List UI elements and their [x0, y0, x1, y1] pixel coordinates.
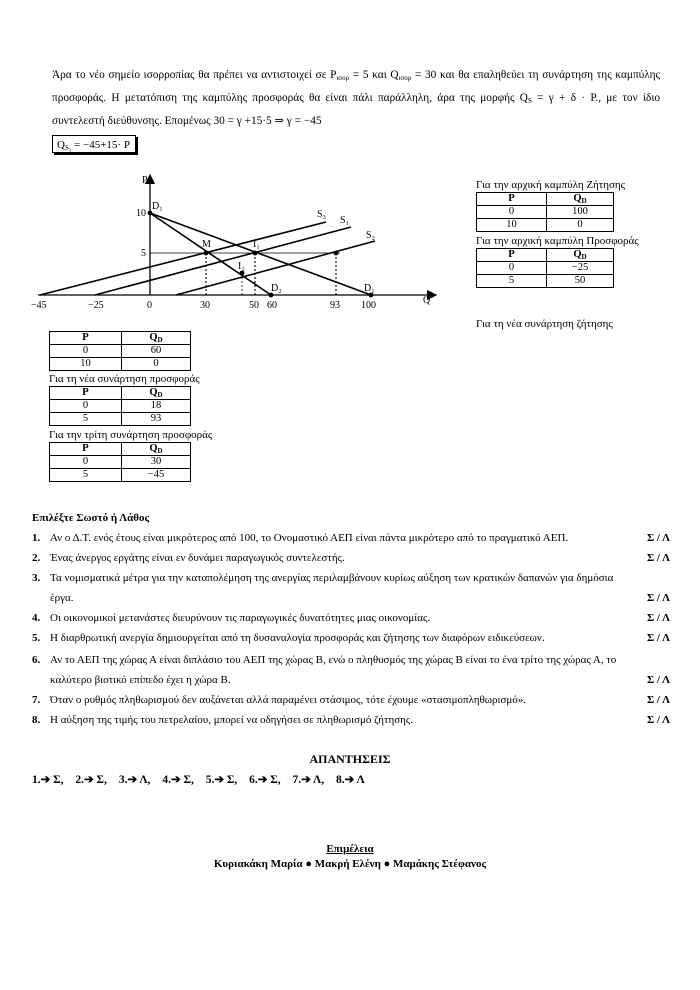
quiz-item-number: 8. — [32, 714, 41, 726]
table-row — [477, 206, 614, 219]
header-p: P — [50, 443, 122, 456]
q-tick-30: 30 — [200, 300, 210, 311]
table-row — [477, 275, 614, 288]
q-tick-minus45: −45 — [31, 300, 47, 311]
cell: 5 — [50, 413, 122, 426]
label-s1: S₁ — [340, 215, 350, 226]
table-supply-initial — [476, 248, 614, 288]
quiz-item-number: 6. — [32, 654, 41, 666]
table-row — [50, 400, 191, 413]
cell: 0 — [547, 219, 614, 232]
quiz-title: Επιλέξτε Σωστό ή Λάθος — [32, 512, 150, 524]
true-false-choice[interactable]: Σ / Λ — [646, 612, 670, 624]
cell: 93 — [122, 413, 191, 426]
formula-rest: = −45+15· P — [71, 139, 130, 151]
label-d2: D₂ — [271, 283, 282, 294]
quiz-item-4 — [32, 608, 670, 628]
table-row — [50, 345, 191, 358]
quiz-item-number: 3. — [32, 572, 41, 584]
table-demand-new — [49, 331, 191, 371]
p-tick-5: 5 — [141, 248, 146, 259]
answer-item: 5.➔ Σ, — [205, 774, 238, 786]
label-s2: S₂ — [366, 230, 376, 241]
answer-item: 1.➔ Σ, — [32, 774, 64, 786]
cell: −25 — [547, 262, 614, 275]
table-row — [50, 358, 191, 371]
formula-sub: S₃ — [64, 144, 72, 152]
answer-item: 4.➔ Σ, — [162, 774, 194, 786]
answer-item: 7.➔ Λ, — [292, 774, 325, 786]
header-qd: $Q_D$ — [547, 249, 614, 262]
cell: 0 — [477, 262, 547, 275]
answer-item: 3.➔ Λ, — [118, 774, 151, 786]
cell: 60 — [122, 345, 191, 358]
cell: 10 — [50, 358, 122, 371]
quiz-item-8 — [32, 710, 670, 730]
header-p: P — [477, 193, 547, 206]
cell: 30 — [122, 456, 191, 469]
p-axis-label: P — [142, 175, 148, 186]
intro-paragraph — [52, 64, 660, 133]
formula-box — [52, 135, 136, 153]
point-m — [204, 251, 209, 256]
table-demand-initial — [476, 192, 614, 232]
header-p: P — [50, 332, 122, 345]
quiz-item-text: Η διαρθρωτική ανεργία δημιουργείται από τη δυσαναλογία προσφοράς και ζήτησης των διαφόρων ειδικεύσεων. — [50, 632, 545, 644]
table-row — [477, 262, 614, 275]
quiz-item-number: 4. — [32, 612, 41, 624]
cell: 0 — [50, 400, 122, 413]
table-header-row — [50, 387, 191, 400]
table-header-row — [50, 443, 191, 456]
table-row — [50, 413, 191, 426]
answer-item: 2.➔ Σ, — [75, 774, 107, 786]
cell: −45 — [122, 469, 191, 482]
quiz-item-number: 1. — [32, 532, 41, 544]
quiz-item-number: 2. — [32, 552, 41, 564]
quiz-item-6 — [32, 650, 670, 690]
cell: 50 — [547, 275, 614, 288]
p-tick-10: 10 — [136, 208, 146, 219]
q-tick-0: 0 — [147, 300, 152, 311]
true-false-choice[interactable]: Σ / Λ — [646, 632, 670, 644]
caption-supply-new: Για τη νέα συνάρτηση προσφοράς — [49, 373, 200, 385]
quiz-item-1 — [32, 528, 670, 548]
supply-demand-graph — [20, 165, 450, 315]
table-row — [477, 219, 614, 232]
true-false-choice[interactable]: Σ / Λ — [646, 694, 670, 706]
supply-s1 — [95, 227, 351, 295]
caption-supply-third: Για την τρίτη συνάρτηση προσφοράς — [49, 429, 213, 441]
header-qd: $Q_D$ — [122, 443, 191, 456]
cell: 0 — [477, 206, 547, 219]
label-d1-top: D₁ — [152, 201, 163, 212]
header-qd: $Q_D$ — [547, 193, 614, 206]
header-p: P — [477, 249, 547, 262]
q-tick-100: 100 — [361, 300, 376, 311]
true-false-choice[interactable]: Σ / Λ — [646, 532, 670, 544]
credits-names: Κυριακάκη Μαρία ● Μακρή Ελένη ● Μαμάκης Στέφανος — [213, 858, 487, 870]
cell: 5 — [477, 275, 547, 288]
cell: 18 — [122, 400, 191, 413]
label-m: M — [202, 239, 211, 250]
q-tick-50: 50 — [249, 300, 259, 311]
caption-demand-initial: Για την αρχική καμπύλη Ζήτησης — [476, 179, 626, 191]
quiz-item-2 — [32, 548, 670, 568]
intro-text-2: = 5 και Q — [349, 69, 399, 81]
supply-s3 — [40, 222, 326, 295]
point-93 — [334, 251, 339, 256]
answers-title: ΑΠΑΝΤΗΣΕΙΣ — [309, 752, 391, 766]
quiz-item-number: 5. — [32, 632, 41, 644]
header-p: P — [50, 387, 122, 400]
cell: 10 — [477, 219, 547, 232]
true-false-choice[interactable]: Σ / Λ — [646, 714, 670, 726]
intro-text-4: = γ + δ · P., με τον ίδιο συντελεστή διεύθυνσης. Επομένως 30 = γ +15·5 ⇒ γ = −45 — [52, 92, 661, 127]
intro-text-1: Άρα το νέο σημείο ισορροπίας θα πρέπει να αντιστοιχεί σε P — [52, 69, 337, 81]
point-i1 — [253, 251, 258, 256]
quiz-item-text: Οι οικονομικοί μετανάστες διευρύνουν τις παραγωγικές δυνατότητες μιας οικονομίας. — [50, 612, 431, 624]
cell: 5 — [50, 469, 122, 482]
header-qd: $Q_D$ — [122, 387, 191, 400]
table-header-row — [50, 332, 191, 345]
true-false-choice[interactable]: Σ / Λ — [646, 552, 670, 564]
quiz-item-text: Η αύξηση της τιμής του πετρελαίου, μπορεί να οδηγήσει σε πληθωρισμό ζήτησης. — [50, 714, 414, 726]
formula-q: Q — [57, 139, 65, 151]
intro-sub-2: ισορ — [398, 74, 412, 82]
label-s3: S₃ — [317, 209, 327, 220]
true-false-choice[interactable]: Σ / Λ — [646, 674, 670, 686]
q-tick-minus25: −25 — [88, 300, 104, 311]
table-row — [50, 469, 191, 482]
label-i1: I₁ — [253, 239, 260, 250]
cell: 100 — [547, 206, 614, 219]
quiz-item-number: 7. — [32, 694, 41, 706]
q-axis-label: Q — [423, 295, 431, 306]
table-header-row — [477, 193, 614, 206]
caption-demand-new: Για τη νέα συνάρτηση ζήτησης — [476, 318, 613, 330]
header-qd: $Q_D$ — [122, 332, 191, 345]
cell: 0 — [122, 358, 191, 371]
quiz-item-5 — [32, 628, 670, 648]
quiz-item-text: Όταν ο ρυθμός πληθωρισμού δεν αυξάνεται αλλά παραμένει στάσιμος, τότε έχουμε «στασιμοπληθωρισμό». — [50, 694, 527, 706]
table-header-row — [477, 249, 614, 262]
quiz-item-3 — [32, 568, 670, 608]
quiz-item-text: Τα νομισματικά μέτρα για την καταπολέμηση της ανεργίας περιλαμβάνουν κυρίως αύξηση των κρατικών δαπανών για δημόσια έργα. — [50, 572, 614, 604]
cell: 0 — [50, 456, 122, 469]
quiz-item-text: Αν το ΑΕΠ της χώρας Α είναι διπλάσιο του ΑΕΠ της χώρας Β, ενώ ο πληθυσμός της χώρας Β είναι το ένα τρίτο της χώρας Α, το καλύτερο βιοτικό επίπεδο έχει η χώρα Β. — [50, 654, 617, 686]
intro-sub-3: S — [527, 97, 532, 105]
true-false-choice[interactable]: Σ / Λ — [646, 592, 670, 604]
credits-title: Επιμέλεια — [326, 843, 374, 855]
q-tick-93: 93 — [330, 300, 340, 311]
quiz-item-7 — [32, 690, 670, 710]
caption-supply-initial: Για την αρχική καμπύλη Προσφοράς — [476, 235, 639, 247]
label-i2: I₂ — [238, 261, 245, 272]
answers-list — [32, 772, 374, 786]
answer-item: 8.➔ Λ — [336, 774, 365, 786]
table-row — [50, 456, 191, 469]
intro-text-3: = 30 και θα επαληθεύει τη συνάρτηση της καμπύλης προσφοράς. Η μετατόπιση της καμπύλης προσφοράς θα είναι πάλι παράλληλη, άρα της μορφής Q — [52, 69, 661, 104]
table-supply-third — [49, 442, 191, 482]
quiz-item-text: Ένας άνεργος εργάτης είναι εν δυνάμει παραγωγικός συντελεστής. — [50, 552, 345, 564]
label-d1-bottom: D₁ — [364, 283, 375, 294]
quiz-item-text: Αν ο Δ.Τ. ενός έτους είναι μικρότερος από 100, το Ονομαστικό ΑΕΠ είναι πάντα μικρότερο από το πραγματικό ΑΕΠ. — [50, 532, 569, 544]
answer-item: 6.➔ Σ, — [249, 774, 281, 786]
cell: 0 — [50, 345, 122, 358]
intro-sub-1: ισορ — [336, 74, 350, 82]
q-tick-60: 60 — [267, 300, 277, 311]
table-supply-new — [49, 386, 191, 426]
